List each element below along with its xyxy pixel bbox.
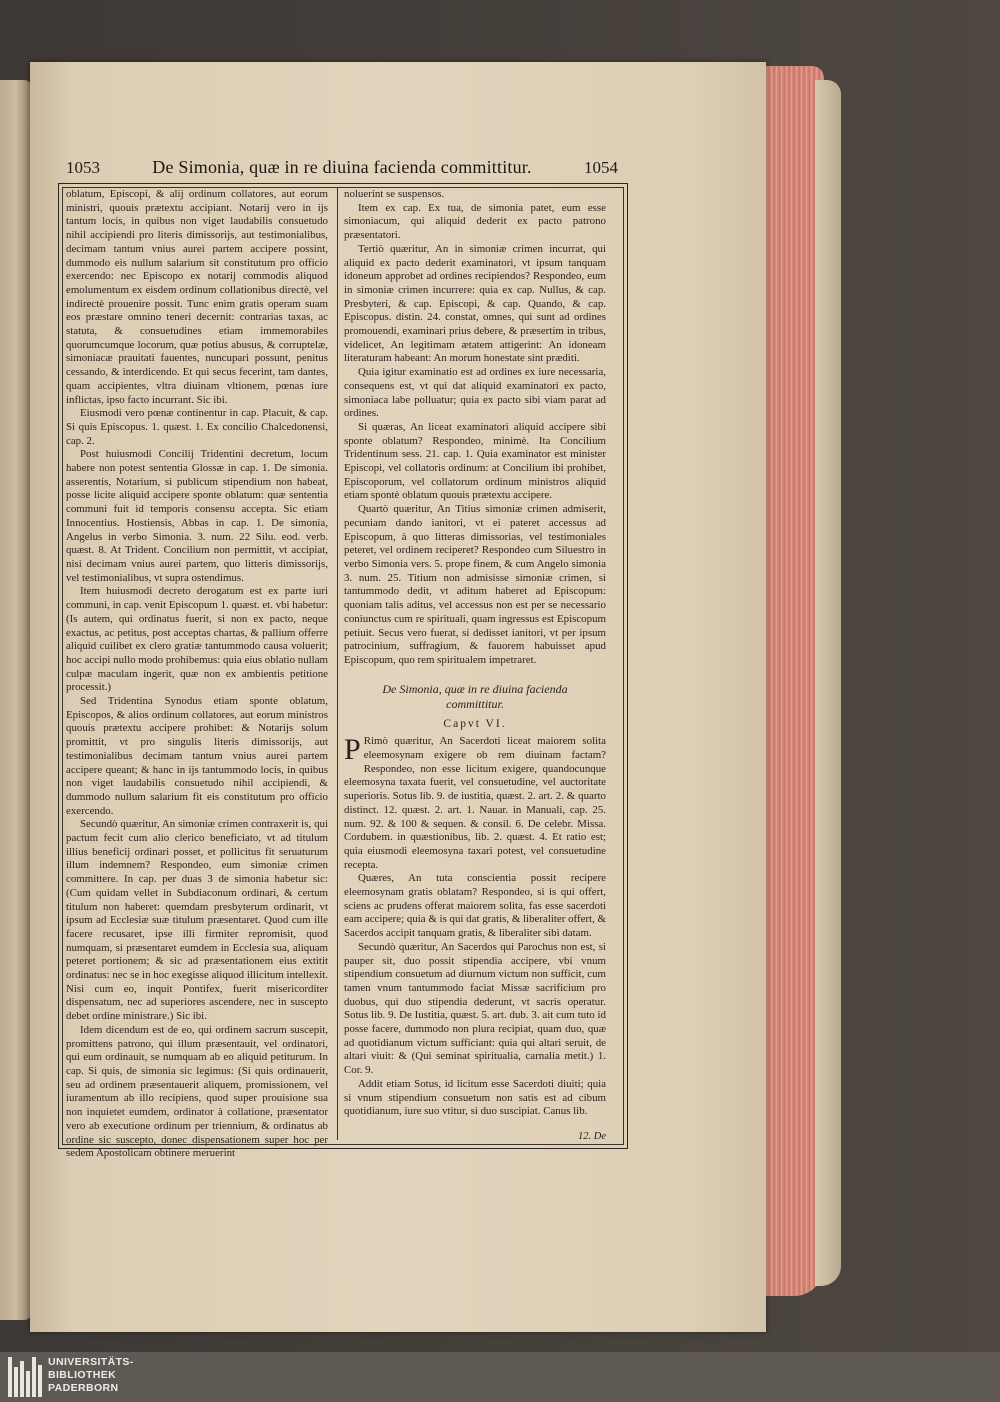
paragraph: Eiusmodi vero pœnæ continentur in cap. Placuit, & cap. Si quis Episcopus. 1. quæst. 1. Ex concilio Chalcedonensi, cap. 2.	[66, 407, 328, 447]
right-column	[344, 188, 606, 1138]
catchword: 12. De	[578, 1131, 606, 1142]
left-column	[66, 188, 328, 1160]
paragraph: Secundò quæritur, An Sacerdos qui Parochus non est, si pauper sit, duo possit stipendia accipere, vbi vnum stipendium consuetum ad diurnum victum non sufficit, cum tamen vnum tantummodo faciat Missæ sacrificium pro duobus, qui duo stipendia dederunt, vt sacris operatur. Sotus lib. 9. De Iustitia, quæst. 5. art. dub. 3. ait cum tuto id posse facere, dummodo non plura recipiat, quam duo, quæ ad quotidianum victum sufficiant: quia qui altari seruit, de altari viuit: & (Qui seminat spiritualia, carnalia metit.) 1. Cor. 9.	[344, 940, 606, 1077]
paragraph: oblatum, Episcopi, & alij ordinum collatores, aut eorum ministri, quouis prætextu accipiant. Notarij vero in ijs tantum locis, in quibus non viget laudabilis consuetudo nihil accipiendi pro literis dimissorijs, aut testimonialibus, decimam tantum vnius aurei partem accipere possint, dummodo eis nullum salarium sit constitutum pro officio exercendo: nec Episcopo ex notarij commodis aliquod emolumentum ex eisdem ordinum collationibus directè, vel indirectè prouenire possit. Tunc enim gratis operam suam eos præstare omnino teneri decernit: contrarias taxas, ac statuta, & consuetudines etiam immemorabiles quorumcumque locorum, quæ potius abusus, & corruptelæ, simoniacæ prauitati fauentes, nuncupari possunt, penitus cessando, & interdicendo. Et qui secus fecerint, tam dantes, quam accipientes, vltra diuinam vltionem, pœnas iure inflictas, ipso facto incurrant. Sic ibi.	[66, 188, 328, 406]
running-title: De Simonia, quæ in re diuina facienda committitur.	[152, 157, 532, 177]
drop-cap: P	[344, 733, 361, 767]
paragraph: Si quæras, An liceat examinatori aliquid accipere sibi sponte oblatum? Respondeo, minimè. Ita Concilium Tridentinum sess. 21. cap. 1. Quia examinator est minister Episcopi, vel collatoris ordinum: at Concilium ibi prohibet, Episcoporum, vel collatorum ordinum ministros aliquid etiam spontè oblatum quouis prætextu accipere.	[344, 420, 606, 502]
library-name	[48, 1356, 134, 1395]
paragraph: Item ex cap. Ex tua, de simonia patet, eum esse simoniacum, qui aliquid dederit ex pacto patrono præsentatori.	[344, 201, 606, 242]
page-number-left: 1053	[66, 158, 100, 177]
section-heading: De Simonia, quæ in re diuina facienda committitur.	[382, 681, 568, 711]
library-name-line: BIBLIOTHEK	[48, 1369, 117, 1381]
paragraph: Sed Tridentina Synodus etiam sponte oblatum, Episcopos, & alios ordinum collatores, aut eorum ministros quouis prætextu accipere prohibet: & Notarijs solum promittit, vt pro singulis literis dimissorijs, aut testimonialibus decimam tantum vnius aurei partem accipere queant; & hanc in ijs tantummodo locis, in quibus non viget laudabilis consuetudo nihil accipiendi, & dummodo nullum salarium fit eis constitutum pro officio exercendo.	[66, 695, 328, 817]
paragraph: Post huiusmodi Concilij Tridentini decretum, locum habere non potest sententia Glossæ in cap. 1. De simonia. asserentis, Notarium, si publicum stipendium non habeat, posse licite aliquid accipere sponte oblatum: quæ sententia communi fuit id temporis consensu accepta. Sic etiam Innocentius. Hostiensis, Abbas in cap. 1. De simonia, Angelus in verbo Simonia. 3. num. 22 Silu. eod. verb. quæst. 8. At Trident. Concilium non permittit, vt accipiat, nisi decimam vnius aurei partem, quo litteris dimissorijs, vel testimonialibus, vt supra ostendimus.	[66, 448, 328, 584]
column-divider	[337, 188, 338, 1140]
paragraph: Addit etiam Sotus, id licitum esse Sacerdoti diuiti; quia si vnum stipendium consuetum non satis est ad cibum quotidianum, iure suo vtitur, si duo suscipiat. Canus lib.	[344, 1077, 606, 1118]
library-name-line: PADERBORN	[48, 1382, 119, 1394]
paragraph: Quæres, An tuta conscientia possit recipere eleemosynam gratis oblatam? Respondeo, si is qui offert, sciens ac prudens offerat maiorem solita, fas esse sacerdoti eam accipere; quia & is qui dat gratis, & liberaliter offert, & Sacerdos accipit tanquam gratis, & liberaliter sibi datam.	[344, 872, 606, 940]
paragraph: noluerint se suspensos.	[344, 188, 445, 200]
chapter-heading: Capvt VI.	[443, 717, 507, 730]
book-fore-edge	[815, 80, 841, 1286]
running-header	[62, 158, 622, 182]
library-logo-icon	[8, 1357, 42, 1397]
paragraph: Idem dicendum est de eo, qui ordinem sacrum suscepit, promittens patrono, qui illum præsentauit, vel ordinatori, qui eum ordinauit, se numquam ab eo aliquid petiturum. In cap. Si quis, de simonia sic legimus: (Si quis ordinauerit, seu ad ordinem præsentauerit aliquem, promissionem, vel iuramentum ab illo recipiens, quod super prouisione sua non inquietet eumdem, ordinator à collatione, præsentator vero ab executione ordinum per triennium, & ordinatus ab ordine sic suscepto, donec dispensationem super hoc per sedem Apostolicam obtinere meruerint	[66, 1023, 328, 1160]
paragraph: Secundò quæritur, An simoniæ crimen contraxerit is, qui pactum fecit cum alio clerico beneficiato, vt ad titulum illius beneficij ordinari posset, et pollicitus fit seruaturum illum indemnem? Respondeo, eum simoniæ crimen committere. In cap. per duas 3 de simonia habetur sic: (Cum quidam vellet in Subdiaconum ordinari, & certum titulum non haberet: quemdam presbyterum ordinarit, vt ipsum ad Ecclesiæ suæ titulum præsentaret. Quod cum ille facere recusaret, ipse illi firmiter repromisit, quod numquam, si præsentaret eumdem in Ecclesia sua, aliquam peteret portionem; & sic ad præsentationem eius extitit ordinatus: nec se in hoc exegisse aliquod illicitum intellexit. Nisi cum eo, inquit Pontifex, fuerit misericorditer dispensatum, nec ad superiores ascendere, nec in suscepto debet ordine ministrare.) Sic ibi.	[66, 818, 328, 1023]
facing-page-edge	[0, 80, 32, 1320]
library-name-line: UNIVERSITÄTS-	[48, 1356, 134, 1368]
paragraph: Quia igitur examinatio est ad ordines ex iure necessaria, consequens est, vt qui dat aliquid examinatori ex pacto, simoniaca labe polluatur; quia ex pacto sibi viam parat ad ordines.	[344, 366, 606, 420]
paragraph: Quartò quæritur, An Titius simoniæ crimen admiserit, pecuniam dando ianitori, vt ei pateret accessus ad Episcopum, à quo litteras dimissorias, vel testimoniales peteret, vel ordinem reciperet? Respondeo cum Siluestro in verbo Simonia vers. 5. prope finem, & cum Angelo simonia 3. num. 25. Titium non admisisse simoniæ crimen, si tantummodo dedit, vt aditum haberet ad Episcopum: quoniam talis aditus, vel accessus non est per se necessario coniunctus cum re spirituali, quam ingressus est Episcopum petiuit. Secus vero fuerat, si dedisset ianitori, vt per ipsum patrocinium, suffragium, & fauorem habuisset apud Episcopum, quo rem spiritualem impetraret.	[344, 503, 606, 666]
paragraph-first	[344, 735, 606, 872]
library-footer	[0, 1352, 1000, 1402]
paragraph: Item huiusmodi decreto derogatum est ex parte iuri communi, in cap. venit Episcopum 1. quæst. et. vbi habetur: (Is autem, qui ordinatus fuerit, si non ex pacto, neque exactus, ac petitus, post acceptas chartas, & pallium offerre aliquid cuilibet ex clero gratiæ tantummodo causa voluerit; hoc accipi nullo modo prohibemus: quia eius oblatio nullam culpæ maculam ingerit, quæ non ex ambientis petitione processit.)	[66, 585, 328, 694]
paragraph-text: Rimò quæritur, An Sacerdoti liceat maiorem solita eleemosynam exigere ob rem diuinam factam? Respondeo, non esse licitum exigere, quandocunque eleemosyna taxata fuerit, vel consuetudine, vel auctoritate superioris. Sotus lib. 9. de iustitia, quæst. 2. art. 2. & quarto distinct. 12. quæst. 2. art. 1. Nauar. in Manuali, cap. 25. num. 92. & 100 & sequen. & consil. 6. De celebr. Missa. Cordubem. in quæstionibus, lib. 2. quæst. 4. Et ratio est; quia eiusmodi eleemosyna taxari potest, vel consuetudine recepta.	[344, 735, 606, 871]
page-number-right: 1054	[584, 158, 618, 177]
paragraph: Tertiò quæritur, An in simoniæ crimen incurrat, qui aliquid ex pacto dederit examinatori, vt ipsum tanquam idoneum approbet ad ordines recipiendos? Respondeo, eum in simoniæ crimen incurrere: quia ex cap. Nullus, & cap. Presbyteri, & cap. Episcopi, & cap. Quando, & cap. Episcopus. distin. 24. constat, omnes, qui sunt ad ordines promouendi, examinari prius debere, & præsertim in tribus, videlicet, An legitimam ætatem attigerint: An idoneam literaturam habeant: An morum honestate sint præditi.	[344, 242, 606, 365]
